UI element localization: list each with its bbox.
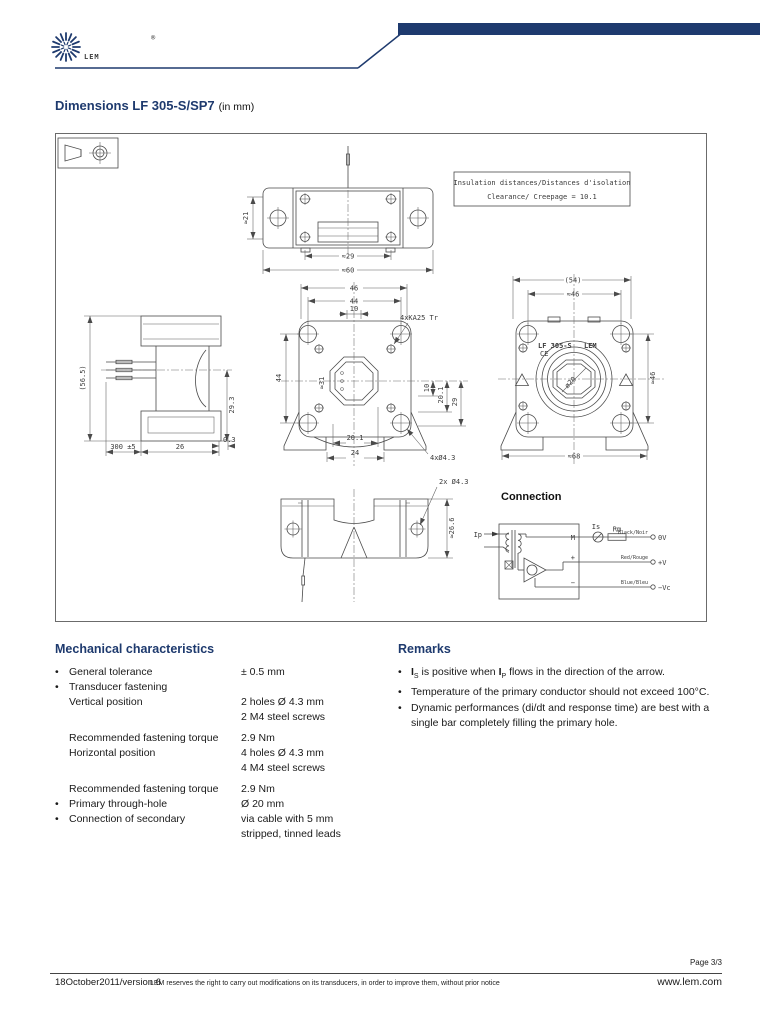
bottom-view xyxy=(281,478,469,602)
dim-front-view-31: ≈31 xyxy=(318,376,326,390)
dim-bottom-view-266: ≈26.6 xyxy=(448,517,456,539)
lem-starburst-icon xyxy=(52,33,80,61)
mech-row xyxy=(55,731,387,746)
terminal-0v: 0V xyxy=(658,534,667,542)
bullet: • xyxy=(398,686,402,699)
title-main: Dimensions LF 305-S/SP7 xyxy=(55,98,215,113)
dim-front-view-201-right: 20.1 xyxy=(437,386,445,404)
mech-value: 2 holes Ø 4.3 mm xyxy=(241,696,324,708)
mech-label xyxy=(69,761,241,776)
bullet: • xyxy=(55,681,59,693)
dim-rear-view-54: (54) xyxy=(564,276,582,285)
bullet xyxy=(55,710,69,725)
dim-side-view-height: (56.5) xyxy=(79,365,87,391)
title-suffix: (in mm) xyxy=(218,101,255,113)
bullet xyxy=(55,731,69,746)
dim-rear-view-68: ≈68 xyxy=(567,452,581,461)
bullet xyxy=(55,761,69,776)
dim-top-view-outer-width: ≈60 xyxy=(341,266,355,275)
insulation-distances-box xyxy=(453,172,630,206)
mech-label xyxy=(69,710,241,725)
bullet: • xyxy=(55,813,59,825)
bullet: • xyxy=(55,666,59,678)
remark-item xyxy=(398,685,732,700)
dim-side-view-03: 0.3 xyxy=(223,436,236,444)
front-view xyxy=(275,282,468,466)
ip-subscript: P xyxy=(501,673,507,681)
remarks-heading: Remarks xyxy=(398,642,451,656)
remark-text-part: is positive when xyxy=(418,666,499,678)
label-front-view-bottom-holes: 4xØ4.3 xyxy=(430,454,456,462)
is-subscript: S xyxy=(413,673,419,681)
remark-text: Dynamic performances (di/dt and response time) are best with a single bar completely filling the primary hole. xyxy=(411,702,710,730)
label-front-view-top-holes: 4xKA25 Tr xyxy=(400,314,438,322)
bullet xyxy=(55,746,69,761)
wire-label-red: Red/Rouge xyxy=(620,555,648,561)
footer-website: www.lem.com xyxy=(657,976,722,988)
dim-front-view-29-right: 29 xyxy=(451,397,459,407)
insulation-line1: Insulation distances/Distances d'isolation xyxy=(453,179,631,187)
bullet: • xyxy=(398,666,402,678)
mech-row xyxy=(55,812,387,827)
mech-label: Vertical position xyxy=(69,696,143,708)
mech-row xyxy=(55,710,387,725)
remark-text-part: flows in the direction of the arrow. xyxy=(506,666,665,678)
mechanical-characteristics-section xyxy=(55,642,387,842)
connection-diagram xyxy=(474,491,671,599)
registered-mark: ® xyxy=(151,34,156,42)
dim-front-view-44-top: 44 xyxy=(349,297,359,306)
label-rear-view-brand: LEM xyxy=(584,342,597,350)
mech-value: ± 0.5 mm xyxy=(241,666,285,678)
mech-value: 4 holes Ø 4.3 mm xyxy=(241,747,324,759)
ce-mark: CE xyxy=(540,350,549,358)
wire-label-blue: Blue/Bleu xyxy=(620,580,648,586)
dim-front-view-46: 46 xyxy=(349,284,359,293)
mech-value: stripped, tinned leads xyxy=(241,828,341,840)
mech-row xyxy=(55,665,387,680)
mech-label: Primary through-hole xyxy=(69,798,168,810)
dim-top-view-height: ≈21 xyxy=(242,211,250,225)
mech-value: 4 M4 steel screws xyxy=(241,762,326,774)
dim-rear-view-46-top: ≈46 xyxy=(566,290,580,299)
mech-value: 2 M4 steel screws xyxy=(241,711,326,723)
page-number: Page 3/3 xyxy=(689,958,722,967)
lem-logo-text: LEM xyxy=(84,53,100,61)
dimension-drawing-frame xyxy=(55,133,707,622)
dim-front-view-201-bottom: 20.1 xyxy=(346,434,364,442)
mech-row xyxy=(55,761,387,776)
label-rear-view-hole-diameter: ø20 xyxy=(563,375,578,390)
mechanical-heading: Mechanical characteristics xyxy=(55,642,215,656)
dim-front-view-10-top: 10 xyxy=(349,305,359,313)
mech-label: Horizontal position xyxy=(69,747,156,759)
mech-row xyxy=(55,797,387,812)
lem-logo xyxy=(52,33,156,61)
header-rule xyxy=(55,23,760,68)
mech-row xyxy=(55,680,387,695)
mech-label xyxy=(69,827,241,842)
remark-item xyxy=(398,665,732,684)
side-view xyxy=(79,316,236,456)
bullet xyxy=(55,695,69,710)
terminal-plus-v: +V xyxy=(658,559,667,567)
label-rear-view-model: LF 305-S xyxy=(538,342,572,350)
label-rm: Rm xyxy=(612,525,622,534)
dim-side-view-26: 26 xyxy=(175,443,185,451)
first-angle-projection-icon xyxy=(58,138,118,168)
label-minus-terminal: − xyxy=(570,579,575,587)
label-is: Is xyxy=(591,523,601,531)
footer-disclaimer: LEM reserves the right to carry out modifications on its transducers, in order to improve them, without prior notice xyxy=(150,980,500,987)
ip-symbol: I xyxy=(498,666,502,678)
dim-front-view-10-right: 10 xyxy=(423,383,431,393)
dim-front-view-44-left: 44 xyxy=(275,373,283,383)
mech-label: Recommended fastening torque xyxy=(69,783,219,795)
terminal-minus-vc: −Vc xyxy=(658,584,671,592)
mech-value: 2.9 Nm xyxy=(241,732,275,744)
top-view xyxy=(242,146,433,275)
footer-rule xyxy=(50,973,722,974)
mech-row xyxy=(55,746,387,761)
mech-label: Transducer fastening xyxy=(69,681,168,693)
wire-label-black: Black/Noir xyxy=(617,530,648,536)
rear-view xyxy=(498,274,664,464)
insulation-line2: Clearance/ Creepage = 10.1 xyxy=(487,193,597,201)
dim-side-view-lead-length: 300 ±5 xyxy=(110,443,136,451)
mech-row xyxy=(55,827,387,842)
mech-value: Ø 20 mm xyxy=(241,798,285,810)
mech-label: Connection of secondary xyxy=(69,813,186,825)
bullet xyxy=(55,782,69,797)
label-plus-terminal: + xyxy=(570,554,575,562)
footer-version: 18October2011/version 6 xyxy=(55,977,161,988)
technical-drawing xyxy=(56,134,706,621)
remark-text: Temperature of the primary conductor should not exceed 100°C. xyxy=(411,686,710,699)
label-m-terminal: M xyxy=(570,534,575,542)
mech-row xyxy=(55,782,387,797)
dim-top-view-inner-width: ≈29 xyxy=(341,252,355,261)
dim-front-view-24: 24 xyxy=(350,449,360,457)
mech-value: 2.9 Nm xyxy=(241,783,275,795)
mech-row xyxy=(55,695,387,710)
label-bottom-view-holes: 2x Ø4.3 xyxy=(439,478,469,486)
dim-side-view-293: 29.3 xyxy=(228,396,236,414)
remark-item xyxy=(398,701,732,731)
bullet: • xyxy=(55,798,59,810)
mech-label: Recommended fastening torque xyxy=(69,732,219,744)
mech-value: via cable with 5 mm xyxy=(241,813,334,825)
mech-label: General tolerance xyxy=(69,666,153,678)
is-symbol: I xyxy=(411,666,414,678)
bullet: • xyxy=(398,702,402,715)
bullet xyxy=(55,827,69,842)
label-ip: Ip xyxy=(473,531,482,539)
remarks-section xyxy=(398,642,732,732)
mech-value xyxy=(241,680,387,695)
connection-heading: Connection xyxy=(501,491,562,503)
page-title xyxy=(55,97,254,115)
remark-text xyxy=(411,665,732,684)
page-header xyxy=(0,0,760,95)
dim-rear-view-46-right: ≈46 xyxy=(649,371,657,385)
